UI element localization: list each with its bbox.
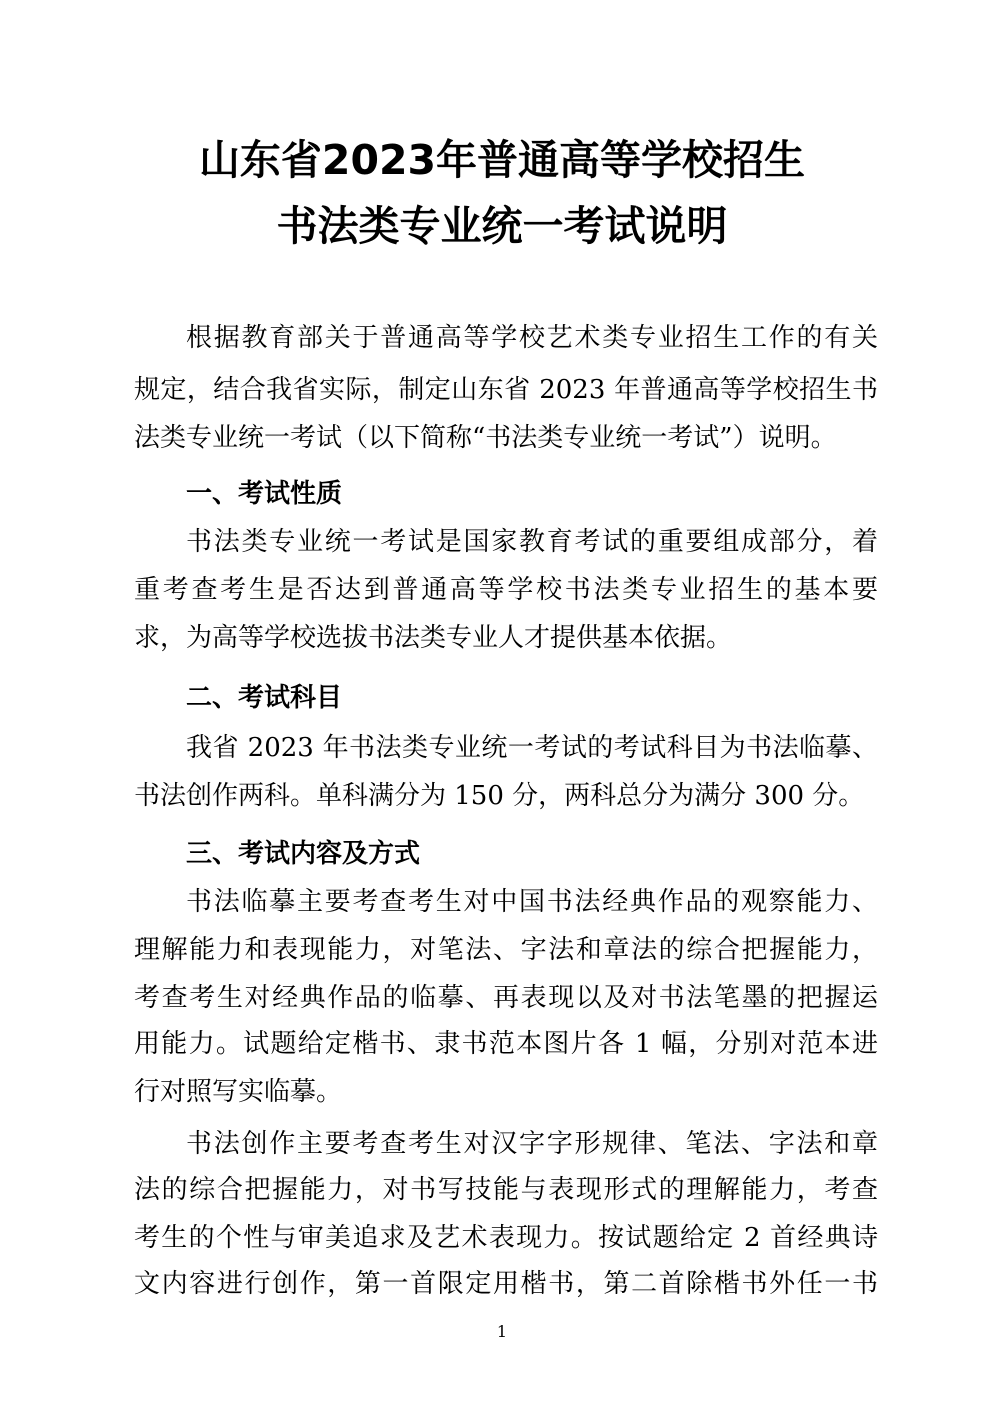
section-3-p1-line-1: 书法临摹主要考查考生对中国书法经典作品的观察能力、 — [186, 887, 878, 917]
document-title-line-2: 书法类专业统一考试说明 — [276, 202, 728, 250]
section-1-line-1: 书法类专业统一考试是国家教育考试的重要组成部分，着 — [186, 527, 878, 557]
section-2-heading: 二、考试科目 — [186, 683, 343, 713]
section-3-p1-line-5: 行对照写实临摹。 — [134, 1077, 343, 1107]
section-3-p2-line-3: 考生的个性与审美追求及艺术表现力。按试题给定 2 首经典诗 — [134, 1223, 878, 1253]
section-3-p2-line-4: 文内容进行创作，第一首限定用楷书，第二首除楷书外任一书 — [134, 1269, 878, 1299]
section-1-line-3: 求，为高等学校选拔书法类专业人才提供基本依据。 — [134, 623, 733, 653]
intro-line-1: 根据教育部关于普通高等学校艺术类专业招生工作的有关 — [186, 323, 878, 353]
section-2-line-1: 我省 2023 年书法类专业统一考试的考试科目为书法临摹、 — [186, 733, 878, 763]
page-number: 1 — [496, 1322, 508, 1341]
section-1-heading: 一、考试性质 — [186, 479, 343, 509]
section-3-p2-line-1: 书法创作主要考查考生对汉字字形规律、笔法、字法和章 — [186, 1129, 878, 1159]
section-3-p1-line-2: 理解能力和表现能力，对笔法、字法和章法的综合把握能力， — [134, 935, 878, 965]
intro-line-3: 法类专业统一考试（以下简称“书法类专业统一考试”）说明。 — [134, 423, 837, 453]
section-3-p1-line-4: 用能力。试题给定楷书、隶书范本图片各 1 幅，分别对范本进 — [134, 1029, 878, 1059]
document-title-line-1: 山东省2023年普通高等学校招生 — [198, 136, 806, 184]
section-3-p1-line-3: 考查考生对经典作品的临摹、再表现以及对书法笔墨的把握运 — [134, 983, 878, 1013]
section-3-p2-line-2: 法的综合把握能力，对书写技能与表现形式的理解能力，考查 — [134, 1175, 878, 1205]
section-2-line-2: 书法创作两科。单科满分为 150 分，两科总分为满分 300 分。 — [134, 781, 865, 811]
section-1-line-2: 重考查考生是否达到普通高等学校书法类专业招生的基本要 — [134, 575, 878, 605]
intro-line-2: 规定，结合我省实际，制定山东省 2023 年普通高等学校招生书 — [134, 375, 878, 405]
section-3-heading: 三、考试内容及方式 — [186, 839, 421, 869]
